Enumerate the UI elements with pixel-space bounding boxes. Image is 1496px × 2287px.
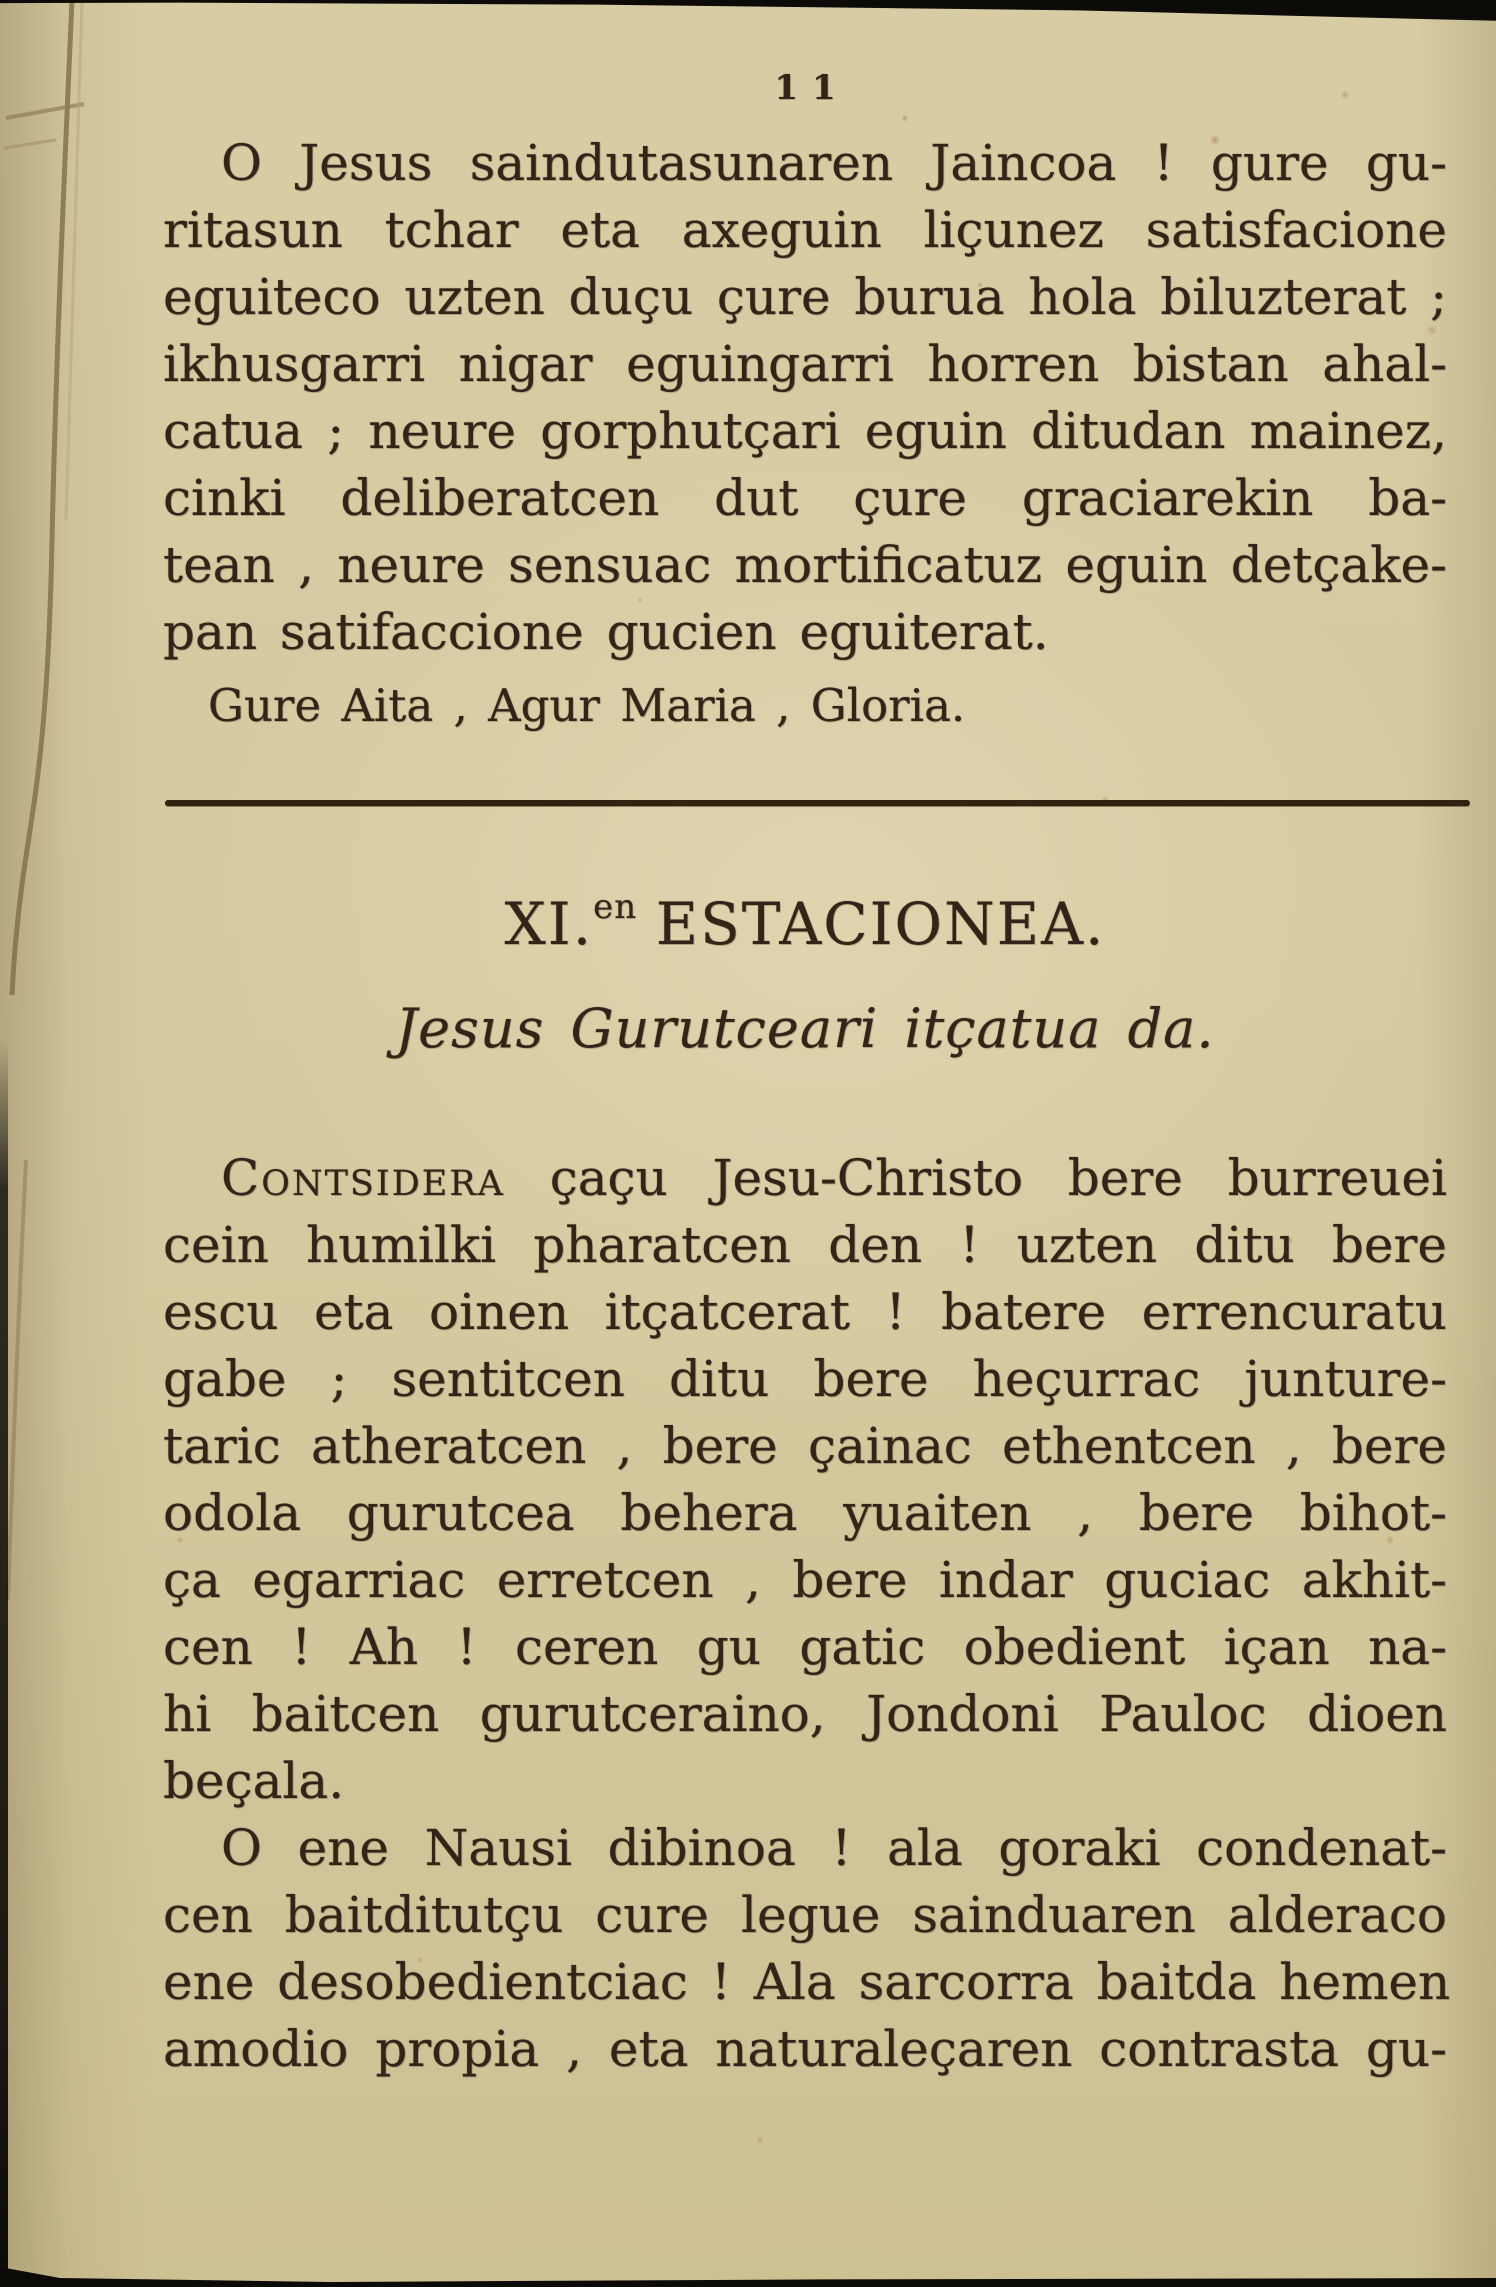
scan-edge-left xyxy=(0,1040,8,2287)
text-line: cinki deliberatcen dut çure graciarekin ba- xyxy=(163,469,1447,527)
page-text-block xyxy=(163,0,1451,2287)
text-line: amodio propia , eta naturaleçaren contrasta gu- xyxy=(163,2020,1447,2078)
text-line: eguiteco uzten duçu çure burua hola biluzterat ; xyxy=(163,268,1447,326)
text-line-rest: çaçu Jesu-Christo bere burreuei xyxy=(549,1149,1447,1207)
text-line: escu eta oinen itçatcerat ! batere errencuratu xyxy=(163,1283,1447,1341)
considera-smallcaps-word: Contsidera xyxy=(221,1149,505,1207)
prayer-line: Gure Aita , Agur Maria , Gloria. xyxy=(208,679,966,732)
paragraph-3 xyxy=(163,1815,1451,2083)
paragraph-1 xyxy=(163,130,1447,666)
station-heading xyxy=(163,872,1447,959)
text-line: hi baitcen gurutceraino, Jondoni Pauloc dioen xyxy=(163,1685,1447,1743)
text-line: cen baitditutçu cure legue sainduaren alderaco xyxy=(163,1886,1447,1944)
station-title: ESTACIONEA. xyxy=(655,890,1106,958)
station-number-superscript: en xyxy=(593,887,638,927)
text-line: gabe ; sentitcen ditu bere heçurrac junture- xyxy=(163,1350,1447,1408)
text-line: ritasun tchar eta axeguin liçunez satisfacione xyxy=(163,201,1447,259)
text-line: cein humilki pharatcen den ! uzten ditu bere xyxy=(163,1216,1447,1274)
station-number: XI. xyxy=(504,890,594,958)
binding-crease xyxy=(0,0,150,2287)
text-line: O ene Nausi dibinoa ! ala goraki condenat- xyxy=(221,1819,1447,1877)
text-line: ça egarriac erretcen , bere indar guciac akhit- xyxy=(163,1551,1447,1609)
station-subtitle: Jesus Gurutceari itçatua da. xyxy=(395,997,1215,1060)
text-line: taric atheratcen , bere çainac ethentcen , bere xyxy=(163,1417,1447,1475)
text-line: ene desobedientciac ! Ala sarcorra baitda hemen xyxy=(163,1953,1451,2011)
text-line: catua ; neure gorphutçari eguin ditudan mainez, xyxy=(163,402,1447,460)
text-line: tean , neure sensuac mortificatuz eguin detçake- xyxy=(163,536,1447,594)
text-line: odola gurutcea behera yuaiten , bere bihot- xyxy=(163,1484,1447,1542)
text-line: beçala. xyxy=(163,1752,345,1810)
text-line xyxy=(163,1145,1447,1212)
paragraph-2 xyxy=(163,1145,1447,1815)
text-line: pan satifaccione gucien eguiterat. xyxy=(163,603,1049,661)
text-line: O Jesus saindutasunaren Jaincoa ! gure gu- xyxy=(221,134,1447,192)
text-line: ikhusgarri nigar eguingarri horren bistan ahal- xyxy=(163,335,1447,393)
text-line: cen ! Ah ! ceren gu gatic obedient içan na- xyxy=(163,1618,1447,1676)
page-number: 11 xyxy=(774,68,850,108)
section-divider-rule xyxy=(165,800,1470,806)
